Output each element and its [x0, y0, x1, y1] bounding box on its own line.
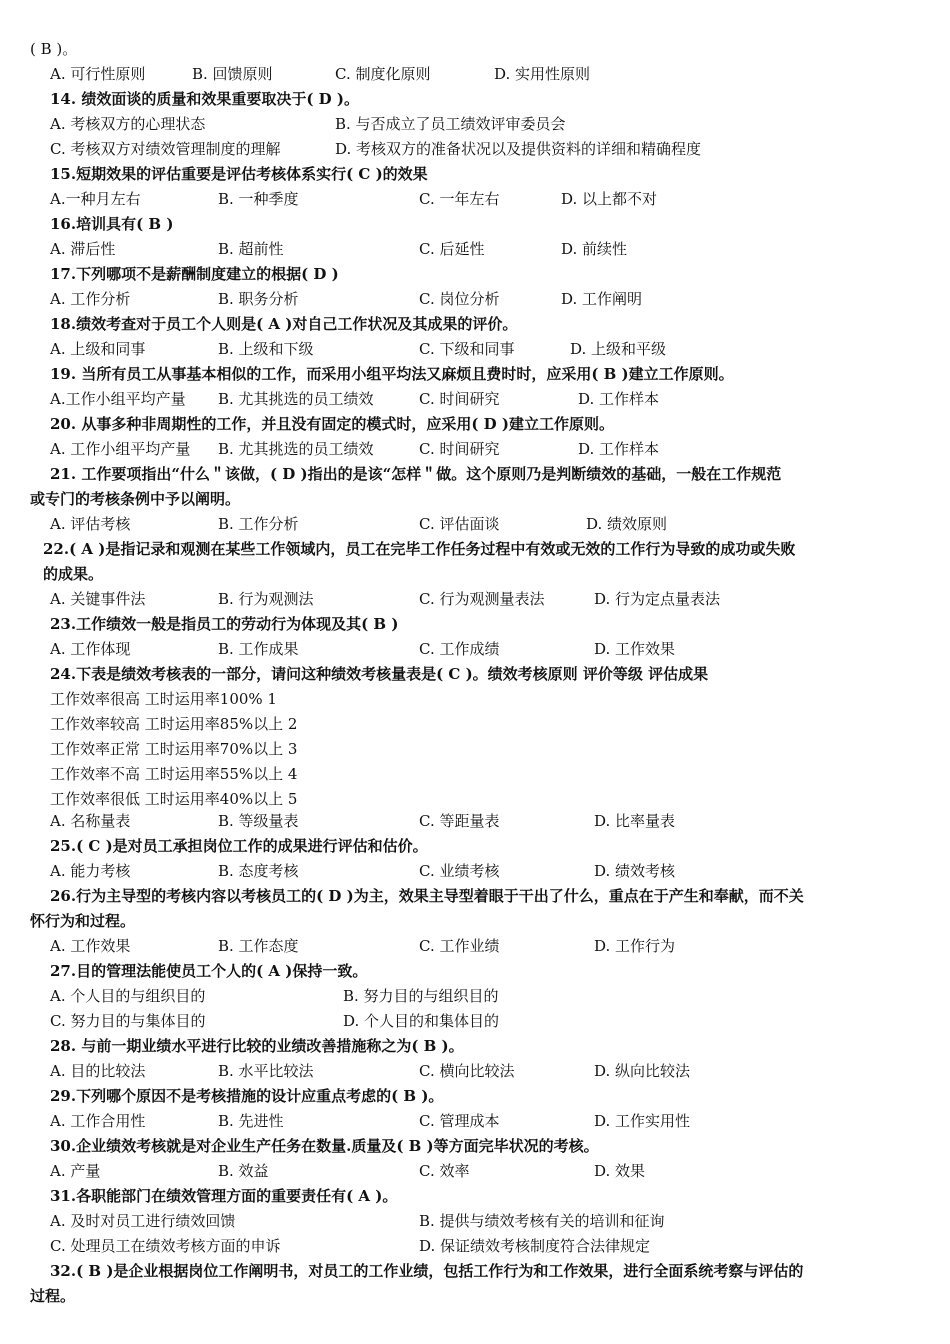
answer-option: C. 考核双方对绩效管理制度的理解 [50, 140, 281, 158]
question-text: 过程。 [30, 1287, 76, 1305]
answer-option: D. 行为定点量表法 [594, 590, 721, 608]
answer-option: D. 纵向比较法 [594, 1062, 691, 1080]
answer-option: D. 工作实用性 [594, 1112, 691, 1130]
answer-option: B. 努力目的与组织目的 [343, 987, 499, 1005]
answer-option: C. 工作业绩 [419, 937, 500, 955]
answer-option: B. 态度考核 [218, 862, 299, 880]
answer-option: D. 前续性 [561, 240, 628, 258]
answer-option: C. 一年左右 [419, 190, 500, 208]
question-text: 的成果。 [43, 565, 104, 583]
text-line: ( B )。 [30, 40, 78, 58]
question-text: 15.短期效果的评估重要是评估考核体系实行( C )的效果 [50, 165, 428, 183]
answer-option: B. 尤其挑选的员工绩效 [218, 440, 374, 458]
question-text: 22.( A )是指记录和观测在某些工作领域内，员工在完毕工作任务过程中有效或无效的工作行为导致的成功或失败 [43, 540, 796, 558]
answer-option: B. 尤其挑选的员工绩效 [218, 390, 374, 408]
answer-option: B. 先进性 [218, 1112, 284, 1130]
question-text: 16.培训具有( B ) [50, 215, 174, 233]
text-line: 工作效率很高 工时运用率100% 1 [50, 690, 277, 708]
answer-option: A. 名称量表 [50, 812, 131, 830]
answer-option: D. 工作效果 [594, 640, 676, 658]
answer-option: C. 评估面谈 [419, 515, 500, 533]
answer-option: A. 可行性原则 [50, 65, 146, 83]
answer-option: D. 以上都不对 [561, 190, 658, 208]
answer-option: D. 考核双方的准备状况以及提供资料的详细和精确程度 [335, 140, 702, 158]
answer-option: C. 效率 [419, 1162, 470, 1180]
answer-option: B. 回馈原则 [192, 65, 273, 83]
answer-option: A. 上级和同事 [50, 340, 146, 358]
answer-option: D. 实用性原则 [494, 65, 591, 83]
answer-option: C. 业绩考核 [419, 862, 500, 880]
answer-option: D. 工作阐明 [561, 290, 643, 308]
answer-option: B. 工作成果 [218, 640, 299, 658]
question-text: 31.各职能部门在绩效管理方面的重要责任有( A )。 [50, 1187, 398, 1205]
question-text: 23.工作绩效一般是指员工的劳动行为体现及其( B ) [50, 615, 399, 633]
answer-option: A. 工作合用性 [50, 1112, 146, 1130]
text-line: 工作效率正常 工时运用率70%以上 3 [50, 740, 298, 758]
answer-option: A.工作小组平均产量 [50, 390, 186, 408]
answer-option: A. 工作体现 [50, 640, 131, 658]
answer-option: B. 一种季度 [218, 190, 299, 208]
answer-option: C. 工作成绩 [419, 640, 500, 658]
answer-option: A. 工作小组平均产量 [50, 440, 191, 458]
text-line: 工作效率较高 工时运用率85%以上 2 [50, 715, 298, 733]
answer-option: A. 个人目的与组织目的 [50, 987, 206, 1005]
answer-option: B. 与否成立了员工绩效评审委员会 [335, 115, 566, 133]
answer-option: B. 效益 [218, 1162, 269, 1180]
text-line: 工作效率不高 工时运用率55%以上 4 [50, 765, 298, 783]
question-text: 20. 从事多种非周期性的工作，并且没有固定的模式时，应采用( D )建立工作原则。 [50, 415, 614, 433]
question-text: 17.下列哪项不是薪酬制度建立的根据( D ) [50, 265, 339, 283]
answer-option: D. 工作样本 [578, 390, 660, 408]
answer-option: A. 产量 [50, 1162, 101, 1180]
answer-option: B. 职务分析 [218, 290, 299, 308]
question-text: 21. 工作要项指出“什么＂该做，( D )指出的是该“怎样＂做。这个原则乃是判断绩效的基础，一般在工作规范 [50, 465, 782, 483]
question-text: 29.下列哪个原因不是考核措施的设计应重点考虑的( B )。 [50, 1087, 444, 1105]
question-text: 30.企业绩效考核就是对企业生产任务在数量.质量及( B )等方面完毕状况的考核。 [50, 1137, 599, 1155]
answer-option: C. 岗位分析 [419, 290, 500, 308]
answer-option: B. 工作态度 [218, 937, 299, 955]
answer-option: A. 能力考核 [50, 862, 131, 880]
answer-option: C. 下级和同事 [419, 340, 515, 358]
answer-option: B. 提供与绩效考核有关的培训和征询 [419, 1212, 665, 1230]
answer-option: B. 水平比较法 [218, 1062, 314, 1080]
answer-option: A. 工作效果 [50, 937, 131, 955]
question-text: 27.目的管理法能使员工个人的( A )保持一致。 [50, 962, 368, 980]
answer-option: A. 及时对员工进行绩效回馈 [50, 1212, 236, 1230]
answer-option: C. 时间研究 [419, 440, 500, 458]
answer-option: B. 行为观测法 [218, 590, 314, 608]
answer-option: A. 目的比较法 [50, 1062, 146, 1080]
answer-option: A.一种月左右 [50, 190, 141, 208]
answer-option: D. 工作行为 [594, 937, 676, 955]
answer-option: C. 处理员工在绩效考核方面的申诉 [50, 1237, 281, 1255]
text-line: 工作效率很低 工时运用率40%以上 5 [50, 790, 298, 808]
question-text: 怀行为和过程。 [30, 912, 136, 930]
answer-option: D. 绩效原则 [586, 515, 668, 533]
answer-option: D. 绩效考核 [594, 862, 676, 880]
answer-option: C. 等距量表 [419, 812, 500, 830]
question-text: 18.绩效考查对于员工个人则是( A )对自己工作状况及其成果的评价。 [50, 315, 518, 333]
question-text: 32.( B )是企业根据岗位工作阐明书，对员工的工作业绩，包括工作行为和工作效果，进行全面系统考察与评估的 [50, 1262, 804, 1280]
answer-option: B. 工作分析 [218, 515, 299, 533]
question-text: 25.( C )是对员工承担岗位工作的成果进行评估和估价。 [50, 837, 428, 855]
answer-option: A. 评估考核 [50, 515, 131, 533]
answer-option: B. 超前性 [218, 240, 284, 258]
answer-option: C. 努力目的与集体目的 [50, 1012, 206, 1030]
answer-option: D. 保证绩效考核制度符合法律规定 [419, 1237, 651, 1255]
answer-option: C. 时间研究 [419, 390, 500, 408]
answer-option: B. 上级和下级 [218, 340, 314, 358]
answer-option: C. 行为观测量表法 [419, 590, 545, 608]
answer-option: C. 后延性 [419, 240, 485, 258]
answer-option: D. 比率量表 [594, 812, 676, 830]
answer-option: C. 管理成本 [419, 1112, 500, 1130]
answer-option: D. 个人目的和集体目的 [343, 1012, 500, 1030]
answer-option: B. 等级量表 [218, 812, 299, 830]
question-text: 28. 与前一期业绩水平进行比较的业绩改善措施称之为( B )。 [50, 1037, 464, 1055]
answer-option: A. 考核双方的心理状态 [50, 115, 206, 133]
question-text: 或专门的考核条例中予以阐明。 [30, 490, 241, 508]
question-text: 26.行为主导型的考核内容以考核员工的( D )为主，效果主导型着眼于干出了什么，重点在于产生和奉献，而不关 [50, 887, 804, 905]
question-text: 14. 绩效面谈的质量和效果重要取决于( D )。 [50, 90, 359, 108]
answer-option: A. 工作分析 [50, 290, 131, 308]
question-text: 19. 当所有员工从事基本相似的工作，而采用小组平均法又麻烦且费时时，应采用( B )建立工作原则。 [50, 365, 734, 383]
answer-option: A. 滞后性 [50, 240, 116, 258]
answer-option: C. 横向比较法 [419, 1062, 515, 1080]
answer-option: D. 工作样本 [578, 440, 660, 458]
question-text: 24.下表是绩效考核表的一部分，请问这种绩效考核量表是( C )。绩效考核原则 评价等级 评估成果 [50, 665, 709, 683]
answer-option: D. 效果 [594, 1162, 646, 1180]
answer-option: A. 关键事件法 [50, 590, 146, 608]
answer-option: D. 上级和平级 [570, 340, 667, 358]
answer-option: C. 制度化原则 [335, 65, 431, 83]
